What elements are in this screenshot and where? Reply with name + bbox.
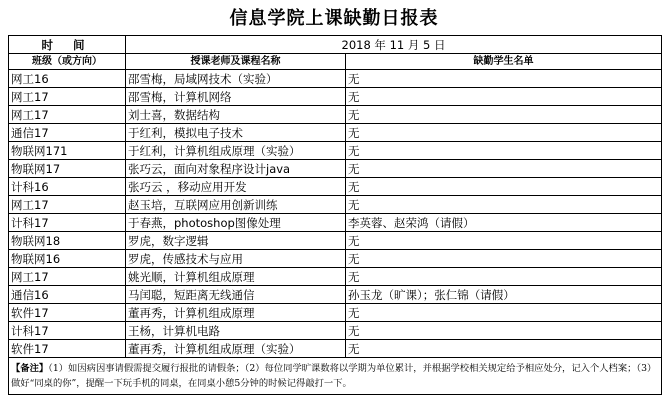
absent-cell: 无 — [346, 124, 662, 142]
absent-cell: 无 — [346, 88, 662, 106]
absent-cell: 无 — [346, 340, 662, 358]
absent-cell: 无 — [346, 106, 662, 124]
table-row — [9, 106, 662, 124]
table-row — [9, 124, 662, 142]
table-row — [9, 268, 662, 286]
class-cell: 物联网17 — [9, 160, 126, 178]
table-row — [9, 322, 662, 340]
teacher-course-cell: 张巧云 ，移动应用开发 — [126, 178, 346, 196]
table-row — [9, 304, 662, 322]
teacher-course-cell: 马闰聪，短距离无线通信 — [126, 286, 346, 304]
absent-cell: 无 — [346, 178, 662, 196]
report-title: 信息学院上课缺勤日报表 — [229, 8, 439, 29]
class-cell: 软件17 — [9, 304, 126, 322]
teacher-course-cell: 罗虎，数字逻辑 — [126, 232, 346, 250]
absent-cell: 无 — [346, 70, 662, 88]
header-absent: 缺勤学生名单 — [346, 54, 662, 70]
table-row — [9, 178, 662, 196]
teacher-course-cell: 邵雪梅，计算机网络 — [126, 88, 346, 106]
absent-cell: 无 — [346, 268, 662, 286]
header-row — [9, 54, 662, 70]
table-row — [9, 70, 662, 88]
class-cell: 物联网16 — [9, 250, 126, 268]
class-cell: 网工17 — [9, 268, 126, 286]
note-row — [9, 358, 662, 395]
table-row — [9, 232, 662, 250]
time-label: 时 间 — [9, 36, 126, 54]
absent-cell: 无 — [346, 250, 662, 268]
teacher-course-cell: 邵雪梅，局域网技术（实验） — [126, 70, 346, 88]
table-row — [9, 340, 662, 358]
class-cell: 软件17 — [9, 340, 126, 358]
report-date: 2018 年 11 月 5 日 — [126, 36, 662, 54]
class-cell: 计科17 — [9, 214, 126, 232]
absent-cell: 无 — [346, 142, 662, 160]
absent-cell: 无 — [346, 196, 662, 214]
teacher-course-cell: 董再秀，计算机组成原理 — [126, 304, 346, 322]
teacher-course-cell: 董再秀，计算机组成原理（实验） — [126, 340, 346, 358]
absent-cell: 孙玉龙（旷课）；张仁锦（请假） — [346, 286, 662, 304]
table-row — [9, 160, 662, 178]
class-cell: 计科17 — [9, 322, 126, 340]
class-cell: 物联网171 — [9, 142, 126, 160]
note-label: 【备注】 — [11, 363, 49, 374]
table-row — [9, 286, 662, 304]
class-cell: 网工17 — [9, 88, 126, 106]
table-row — [9, 196, 662, 214]
class-cell: 通信16 — [9, 286, 126, 304]
table-row — [9, 250, 662, 268]
teacher-course-cell: 刘士喜，数据结构 — [126, 106, 346, 124]
absent-cell: 无 — [346, 322, 662, 340]
class-cell: 物联网18 — [9, 232, 126, 250]
class-cell: 网工16 — [9, 70, 126, 88]
absence-table — [8, 35, 662, 395]
teacher-course-cell: 姚光顺，计算机组成原理 — [126, 268, 346, 286]
teacher-course-cell: 于春燕，photoshop图像处理 — [126, 214, 346, 232]
table-row — [9, 214, 662, 232]
note-text: （1）如因病因事请假需提交履行报批的请假条；（2）每位同学旷课数将以学期为单位累计，并根据学校相关规定给予相应处分，记入个人档案；（3）做好“同桌的你”，提醒一下玩手机的同桌，在同桌小憩5分钟的时候记得敲打一下。 — [11, 363, 657, 389]
class-cell: 通信17 — [9, 124, 126, 142]
time-row — [9, 36, 662, 54]
class-cell: 网工17 — [9, 106, 126, 124]
teacher-course-cell: 罗虎，传感技术与应用 — [126, 250, 346, 268]
note-cell — [9, 358, 662, 395]
absent-cell: 无 — [346, 304, 662, 322]
teacher-course-cell: 张巧云，面向对象程序设计java — [126, 160, 346, 178]
teacher-course-cell: 王杨，计算机电路 — [126, 322, 346, 340]
absent-cell: 无 — [346, 160, 662, 178]
absent-cell: 无 — [346, 232, 662, 250]
class-cell: 网工17 — [9, 196, 126, 214]
table-row — [9, 88, 662, 106]
teacher-course-cell: 于红利，模拟电子技术 — [126, 124, 346, 142]
teacher-course-cell: 于红利，计算机组成原理（实验） — [126, 142, 346, 160]
teacher-course-cell: 赵玉培，互联网应用创新训练 — [126, 196, 346, 214]
table-row — [9, 142, 662, 160]
class-cell: 计科16 — [9, 178, 126, 196]
header-teacher-course: 授课老师及课程名称 — [126, 54, 346, 70]
header-class: 班级（或方向） — [9, 54, 126, 70]
absent-cell: 李英蓉、赵荣鸿（请假） — [346, 214, 662, 232]
